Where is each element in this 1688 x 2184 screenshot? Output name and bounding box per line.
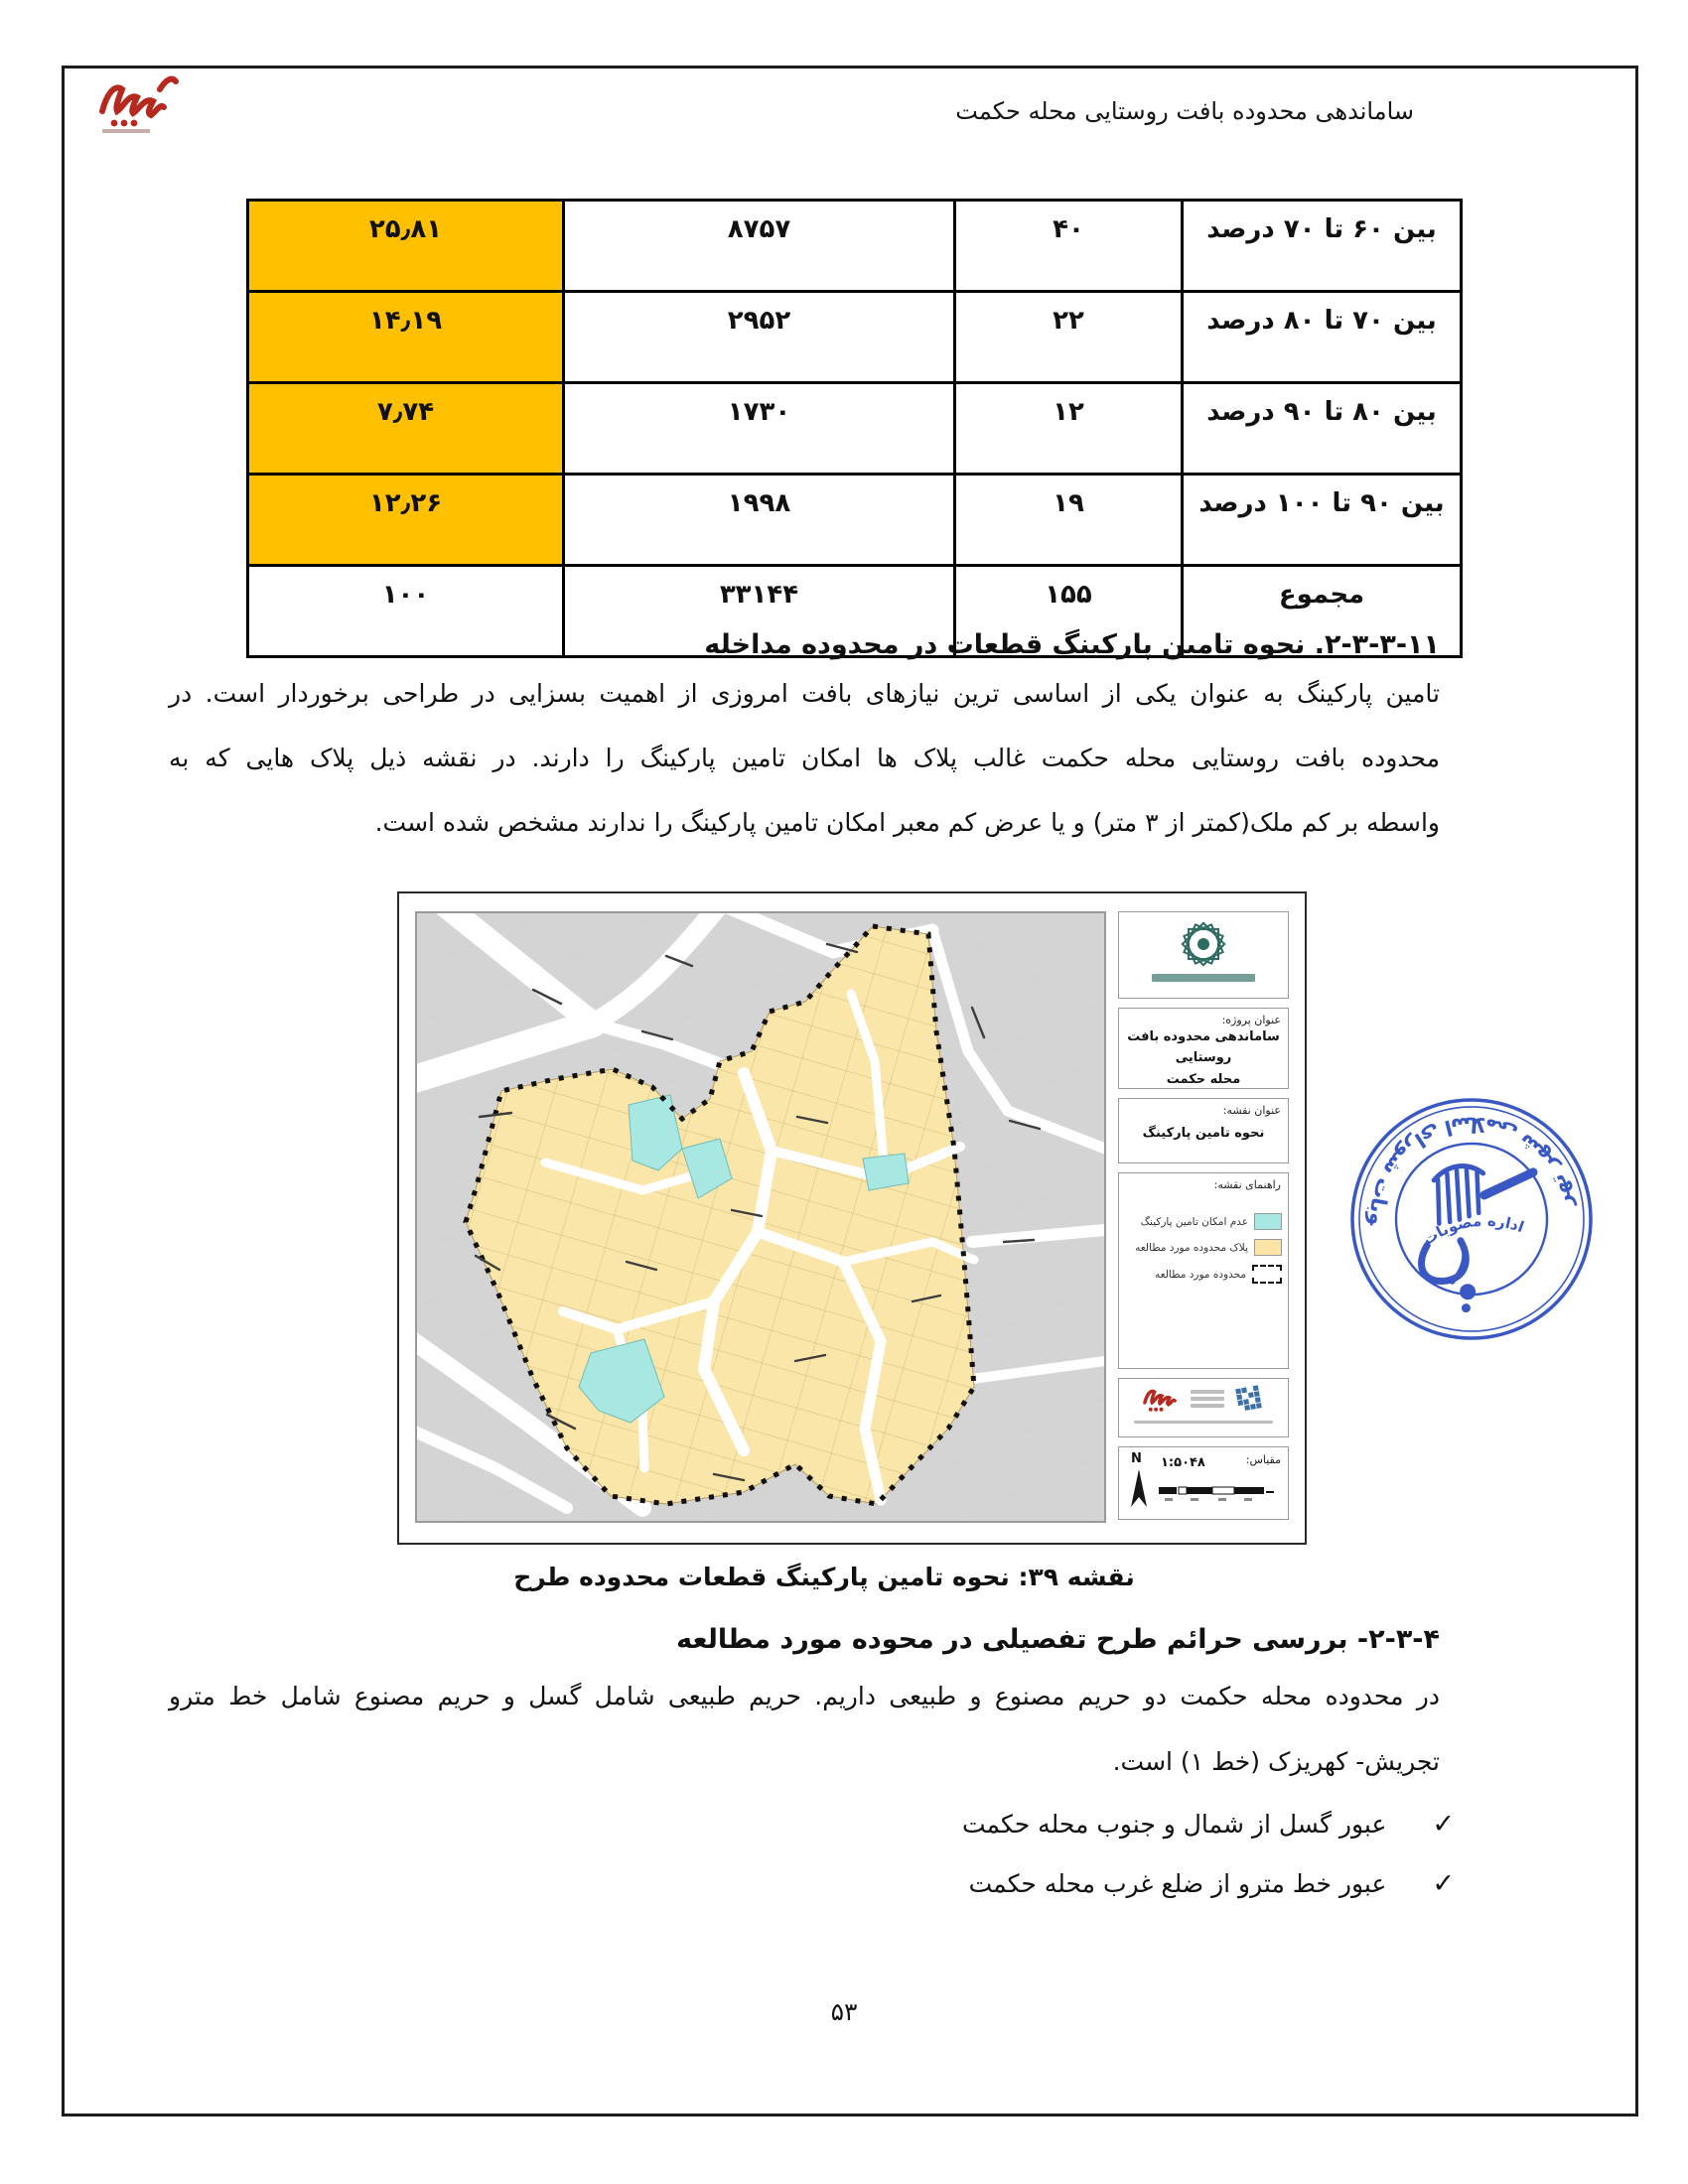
total-count-cell: ۱۵۵ <box>955 566 1183 657</box>
municipality-logo-box <box>1118 911 1289 999</box>
checkmark-icon: ✓ <box>1432 1868 1455 1899</box>
map-title-text: نحوه تامین پارکینگ <box>1142 1126 1265 1141</box>
bullet-text: عبور گسل از شمال و جنوب محله حکمت <box>961 1810 1387 1839</box>
legend-item-study-boundary <box>1125 1265 1282 1284</box>
section-heading-buffers: ۲-۳-۴- بررسی حرائم طرح تفصیلی در محوده مورد مطالعه <box>676 1624 1440 1655</box>
section-heading-parking: ۲-۳-۳-۱۱. نحوه تامین پارکینگ قطعات در محدوده مداخله <box>704 629 1440 660</box>
table-row <box>248 475 1462 566</box>
north-arrow-icon <box>1128 1465 1150 1511</box>
table-row <box>248 201 1462 292</box>
consultant-logos-box <box>1118 1378 1289 1437</box>
page-number: ۵۳ <box>830 1997 858 2026</box>
legend-item-label: پلاک محدوده مورد مطالعه <box>1135 1241 1248 1254</box>
legend-item-study-parcels <box>1125 1239 1282 1256</box>
legend-item-label: محدوده مورد مطالعه <box>1155 1268 1246 1281</box>
row-percent-cell: ۲۵٫۸۱ <box>248 201 564 292</box>
legend-item-no-parking <box>1125 1213 1282 1230</box>
legend-label: راهنمای نقشه: <box>1213 1178 1281 1191</box>
parking-map-figure <box>397 891 1307 1545</box>
consultant-logo-red <box>94 71 180 139</box>
paragraph-line: محدوده بافت روستایی محله حکمت غالب پلاک ها امکان تامین پارکینگ را دارند. در نقشه ذیل پلاک هایی که به <box>169 744 1440 772</box>
dashed-boundary-swatch <box>1252 1265 1282 1284</box>
scale-value: ۱:۵۰۴۸ <box>1161 1455 1205 1470</box>
map-side-panel <box>1118 911 1289 1521</box>
bullet-metro-line <box>969 1868 1455 1899</box>
stamp-ring-text: مصوبات شورای اسلامی شهر تهران <box>1364 1112 1578 1226</box>
scale-bar <box>1157 1483 1280 1505</box>
svg-text:اداره مصوبات <box>1417 1205 1528 1250</box>
consultant-logo-red-small <box>1141 1383 1183 1415</box>
legend-box <box>1118 1172 1289 1369</box>
buffers-paragraph-line1: در محدوده محله حکمت دو حریم مصنوع و طبیعی داریم. حریم طبیعی شامل گسل و حریم مصنوع شامل خط مترو <box>169 1682 1440 1710</box>
bullet-text: عبور خط مترو از ضلع غرب محله حکمت <box>968 1869 1387 1898</box>
council-stamp <box>1342 1090 1601 1348</box>
row-label-cell: بین ۶۰ تا ۷۰ درصد <box>1183 201 1462 292</box>
parking-distribution-table <box>246 199 1463 658</box>
map-title-box <box>1118 1098 1289 1163</box>
project-title-line2: محله حکمت <box>1166 1071 1241 1087</box>
parking-paragraph <box>169 679 1440 873</box>
cyan-swatch <box>1254 1213 1282 1230</box>
row-percent-cell: ۱۲٫۲۶ <box>248 475 564 566</box>
table-row <box>248 292 1462 383</box>
row-count-cell: ۱۲ <box>955 383 1183 475</box>
row-percent-cell: ۱۴٫۱۹ <box>248 292 564 383</box>
paragraph-line: تامین پارکینگ به عنوان یکی از اساسی ترین نیازهای بافت امروزی از اهمیت بسزایی در طراحی برخوردار است. در <box>169 679 1440 708</box>
logo-caption-bars <box>1191 1390 1224 1408</box>
total-area-cell: ۳۳۱۴۴ <box>564 566 955 657</box>
scale-box <box>1118 1446 1289 1520</box>
row-label-cell: بین ۹۰ تا ۱۰۰ درصد <box>1183 475 1462 566</box>
row-count-cell: ۴۰ <box>955 201 1183 292</box>
yellow-swatch <box>1254 1239 1282 1256</box>
table-row <box>248 383 1462 475</box>
scale-label: مقیاس: <box>1245 1453 1281 1466</box>
map-caption: نقشه ۳۹: نحوه تامین پارکینگ قطعات محدوده طرح <box>513 1563 1135 1591</box>
row-percent-cell: ۷٫۷۴ <box>248 383 564 475</box>
row-label-cell: بین ۸۰ تا ۹۰ درصد <box>1183 383 1462 475</box>
row-area-cell: ۱۷۳۰ <box>564 383 955 475</box>
municipality-emblem-icon <box>1176 918 1231 974</box>
map-title-label: عنوان نقشه: <box>1222 1104 1281 1117</box>
checkmark-icon: ✓ <box>1432 1809 1455 1840</box>
legend-item-label: عدم امکان تامین پارکینگ <box>1140 1215 1248 1228</box>
row-label-cell: بین ۷۰ تا ۸۰ درصد <box>1183 292 1462 383</box>
institute-pixel-logo <box>1232 1382 1266 1416</box>
row-count-cell: ۱۹ <box>955 475 1183 566</box>
project-title-box <box>1118 1008 1289 1089</box>
north-label: N <box>1131 1451 1142 1466</box>
emblem-caption-bar <box>1152 974 1255 982</box>
total-percent-cell: ۱۰۰ <box>248 566 564 657</box>
total-label-cell: مجموع <box>1183 566 1462 657</box>
row-count-cell: ۲۲ <box>955 292 1183 383</box>
map-layers <box>416 912 1105 1522</box>
row-area-cell: ۸۷۵۷ <box>564 201 955 292</box>
logos-caption-bar <box>1134 1421 1273 1424</box>
row-area-cell: ۱۹۹۸ <box>564 475 955 566</box>
document-header-title: ساماندهی محدوده بافت روستایی محله حکمت <box>955 97 1414 125</box>
stamp-bottom-text: اداره مصوبات <box>1419 1211 1527 1250</box>
buffers-paragraph-line2: تجریش- کهریزک (خط ۱) است. <box>1112 1747 1440 1776</box>
row-area-cell: ۲۹۵۲ <box>564 292 955 383</box>
project-title-line1: ساماندهی محدوده بافت روستایی <box>1127 1029 1280 1066</box>
project-title-label: عنوان پروژه: <box>1221 1014 1281 1026</box>
map-canvas <box>415 911 1106 1523</box>
paragraph-line: واسطه بر کم ملک(کمتر از ۳ متر) و یا عرض کم معبر امکان تامین پارکینگ را ندارند مشخص شده است. <box>374 808 1440 837</box>
bullet-fault-line <box>962 1809 1455 1840</box>
